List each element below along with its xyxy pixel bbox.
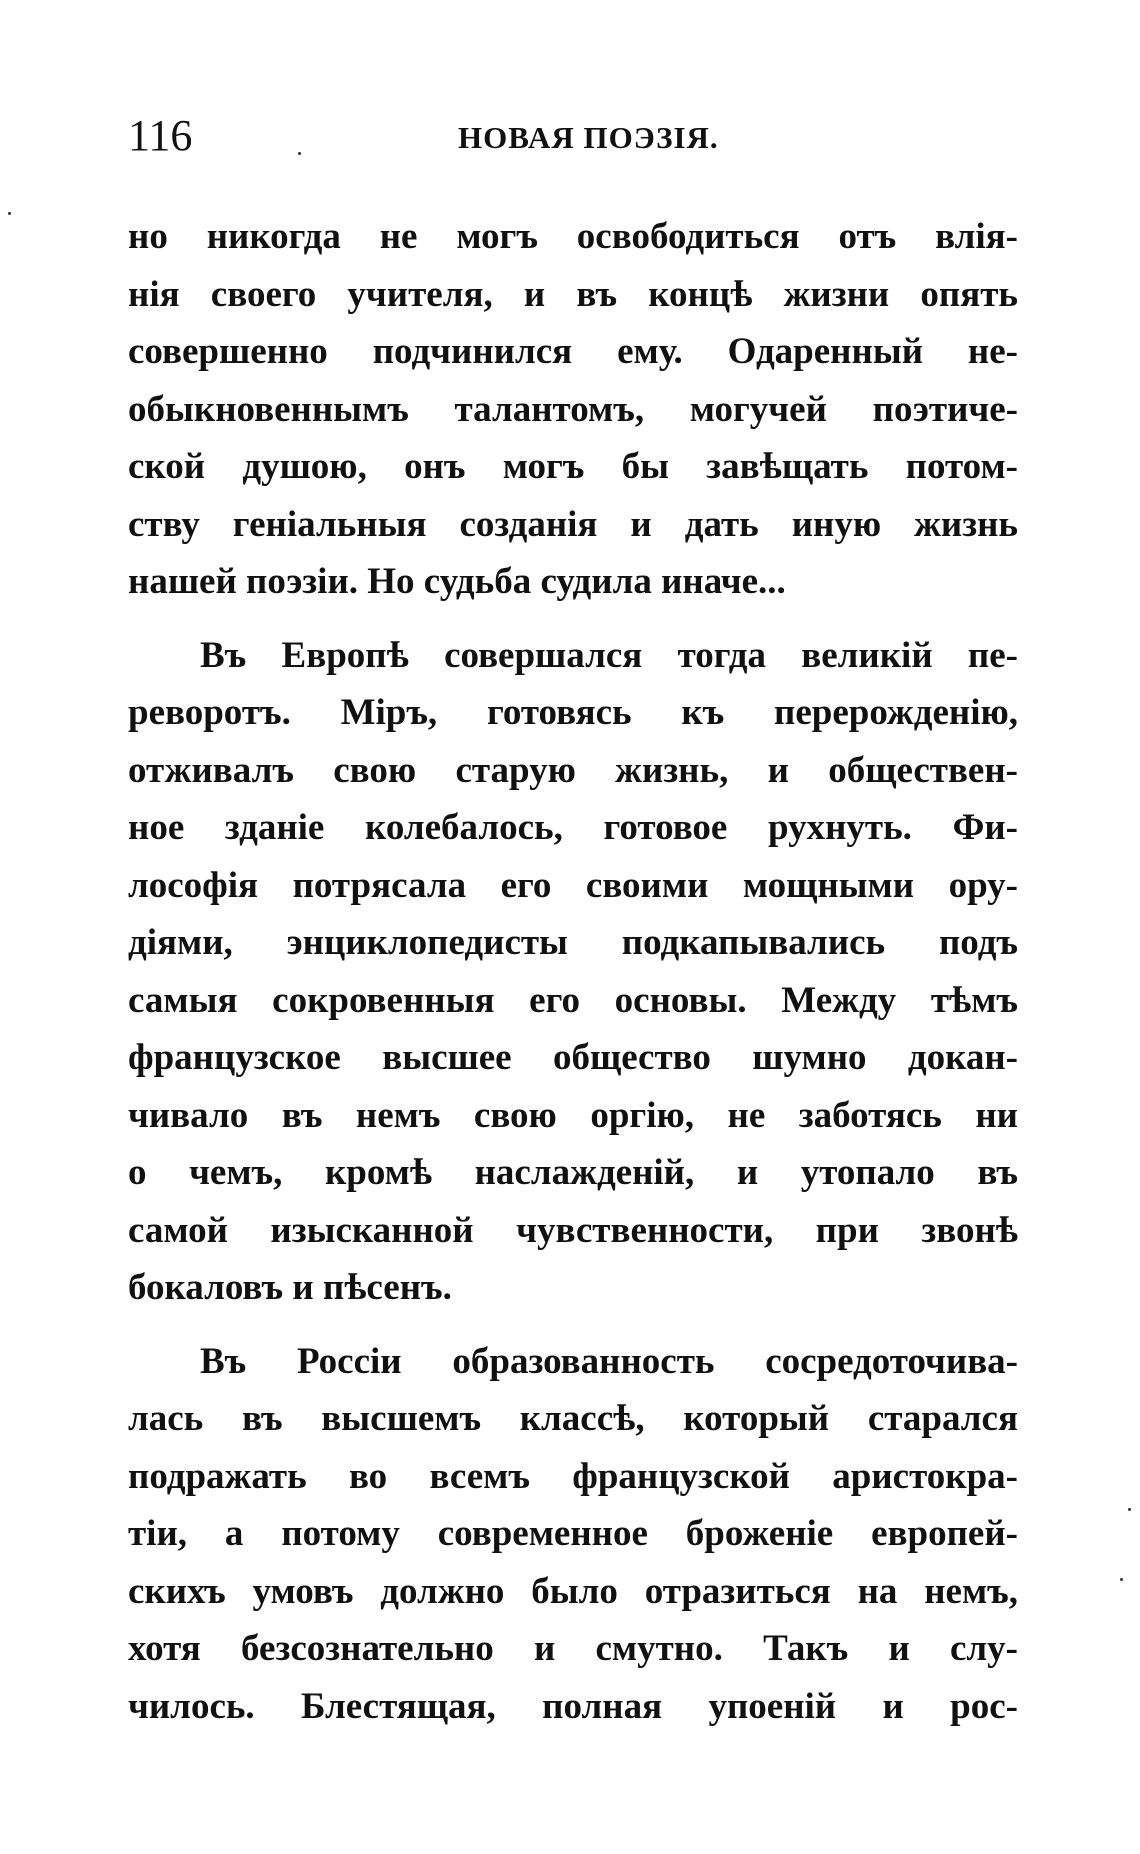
scan-speck bbox=[1128, 1508, 1131, 1511]
text-line: тіи, а потому современное броженіе европей- bbox=[128, 1513, 1018, 1554]
text-line: но никогда не могъ освободиться отъ влія- bbox=[128, 216, 1018, 257]
running-head bbox=[128, 108, 1018, 164]
text-line: ству геніальныя созданія и дать иную жизнь bbox=[128, 503, 1018, 545]
text-line: лософія потрясала его своими мощными ору- bbox=[128, 864, 1018, 906]
text-line: реворотъ. Міръ, готовясь къ перерожденію, bbox=[128, 692, 1018, 733]
text-line: совершенно подчинился ему. Одаренный не- bbox=[128, 331, 1018, 372]
text-line: Въ Европѣ совершался тогда великій пе- bbox=[200, 634, 1018, 676]
text-line: бокаловъ и пѣсенъ. bbox=[128, 1267, 452, 1308]
body-text bbox=[128, 208, 1018, 1735]
page-number: 116 bbox=[128, 111, 193, 160]
text-line: Въ Россіи образованность сосредоточива- bbox=[200, 1340, 1018, 1382]
text-line: чилось. Блестящая, полная упоеній и рос- bbox=[128, 1685, 1018, 1727]
scan-speck bbox=[298, 152, 301, 155]
text-line: нашей поэзіи. Но судьба судила иначе... bbox=[128, 561, 786, 602]
scan-speck bbox=[8, 212, 11, 215]
text-line: діями, энциклопедисты подкапывались подъ bbox=[128, 922, 1018, 963]
text-line: хотя безсознательно и смутно. Такъ и слу- bbox=[128, 1628, 1018, 1669]
text-line: ской душою, онъ могъ бы завѣщать потом- bbox=[128, 446, 1018, 487]
text-line: обыкновеннымъ талантомъ, могучей поэтиче- bbox=[128, 388, 1018, 430]
text-line: ное зданіе колебалось, готовое рухнуть. Фи- bbox=[128, 807, 1018, 848]
paragraph-3 bbox=[128, 1333, 1018, 1736]
text-line: самой изысканной чувственности, при звонѣ bbox=[128, 1209, 1018, 1251]
text-line: самыя сокровенныя его основы. Между тѣмъ bbox=[128, 979, 1018, 1021]
scan-speck bbox=[1120, 1578, 1123, 1581]
paragraph-2 bbox=[128, 627, 1018, 1317]
paragraph-1 bbox=[128, 208, 1018, 611]
text-line: нія своего учителя, и въ концѣ жизни опять bbox=[128, 273, 1018, 315]
text-line: отживалъ свою старую жизнь, и обществен- bbox=[128, 749, 1018, 791]
text-line: чивало въ немъ свою оргію, не заботясь ни bbox=[128, 1094, 1018, 1136]
text-line: скихъ умовъ должно было отразиться на немъ, bbox=[128, 1570, 1018, 1612]
running-title: НОВАЯ ПОЭЗІЯ. bbox=[458, 120, 719, 155]
text-line: о чемъ, кромѣ наслажденій, и утопало въ bbox=[128, 1152, 1018, 1193]
text-line: лась въ высшемъ классѣ, который старался bbox=[128, 1398, 1018, 1439]
text-line: подражать во всемъ французской аристокра- bbox=[128, 1455, 1018, 1497]
text-line: французское высшее общество шумно докан- bbox=[128, 1037, 1018, 1078]
